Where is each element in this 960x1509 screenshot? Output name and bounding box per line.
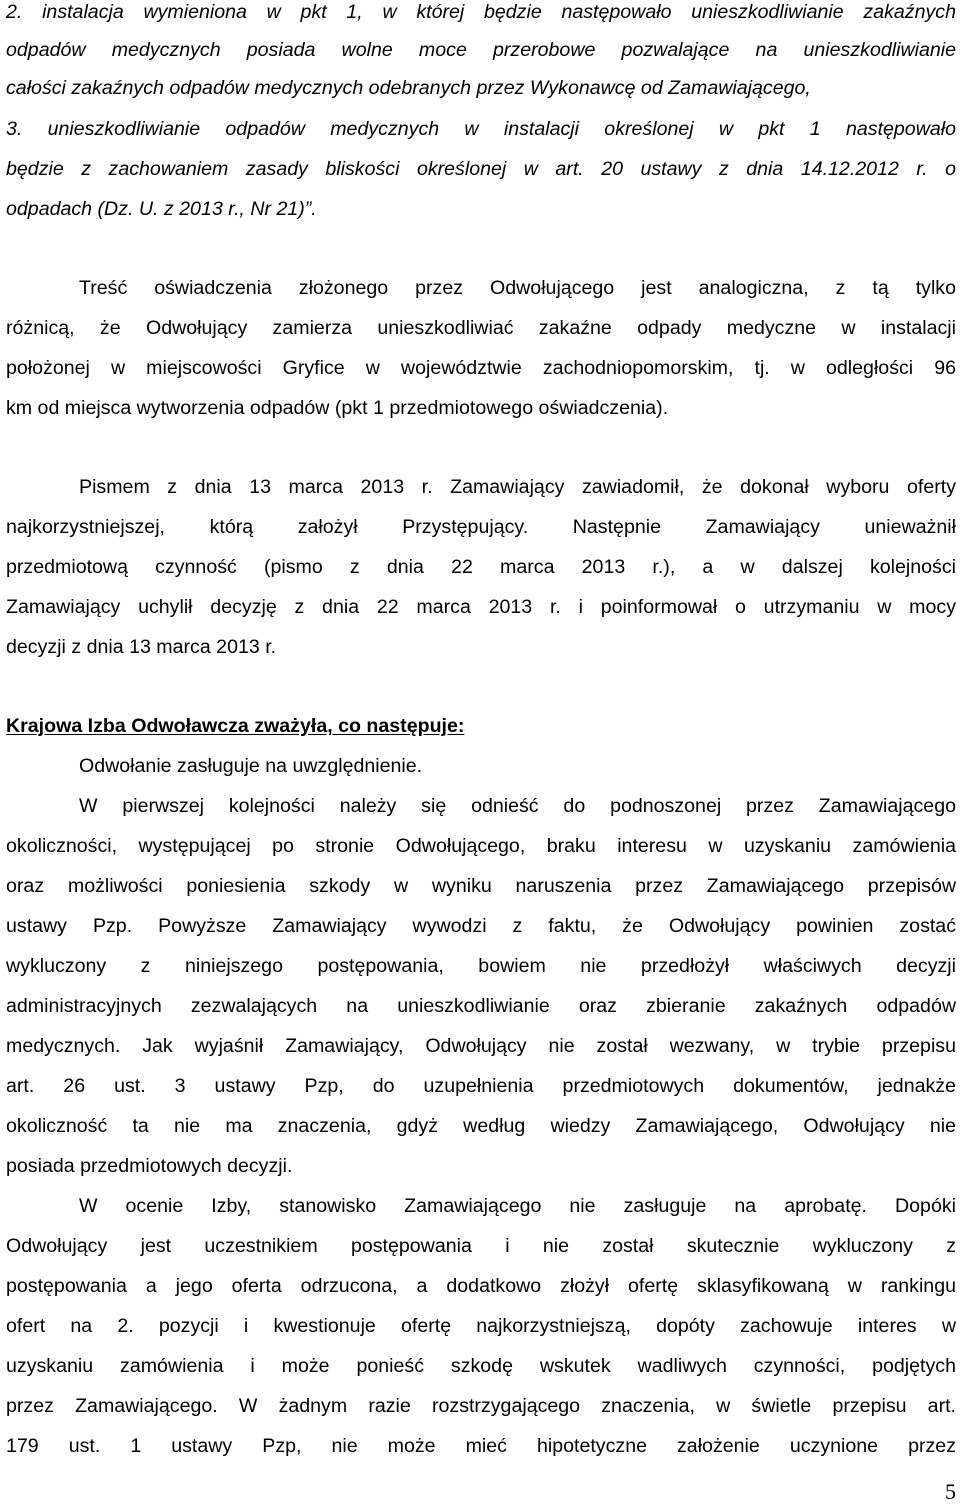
paragraph-2-line-3: przedmiotową czynność (pismo z dnia 22 marca 2013 r.), a w dalszej kolejności <box>6 556 956 578</box>
list-item-3-line-2: będzie z zachowaniem zasady bliskości określonej w art. 20 ustawy z dnia 14.12.2012 r. o <box>6 158 956 180</box>
reasoning-1-line-9: okoliczność ta nie ma znaczenia, gdyż według wiedzy Zamawiającego, Odwołujący nie <box>6 1115 956 1137</box>
reasoning-2-line-6: przez Zamawiającego. W żadnym razie rozstrzygającego znaczenia, w świetle przepisu art. <box>6 1395 956 1417</box>
conclusion-text: Odwołanie zasługuje na uwzględnienie. <box>79 755 423 777</box>
list-item-2-line-1: 2. instalacja wymieniona w pkt 1, w której będzie następowało unieszkodliwianie zakaźnych <box>6 1 956 23</box>
reasoning-2-line-7: 179 ust. 1 ustawy Pzp, nie może mieć hipotetyczne założenie uczynione przez <box>6 1435 956 1457</box>
reasoning-1-line-5: wykluczony z niniejszego postępowania, bowiem nie przedłożył właściwych decyzji <box>6 955 956 977</box>
paragraph-2-line-2: najkorzystniejszej, którą założył Przystępujący. Następnie Zamawiający unieważnił <box>6 516 956 538</box>
reasoning-1-line-8: art. 26 ust. 3 ustawy Pzp, do uzupełnienia przedmiotowych dokumentów, jednakże <box>6 1075 956 1097</box>
paragraph-1-line-2: różnicą, że Odwołujący zamierza unieszkodliwiać zakaźne odpady medyczne w instalacji <box>6 317 956 339</box>
paragraph-1-line-3: położonej w miejscowości Gryfice w województwie zachodniopomorskim, tj. w odległości 96 <box>6 357 956 379</box>
section-heading: Krajowa Izba Odwoławcza zważyła, co następuje: <box>6 715 465 737</box>
reasoning-1-line-4: ustawy Pzp. Powyższe Zamawiający wywodzi z faktu, że Odwołujący powinien zostać <box>6 915 956 937</box>
reasoning-1-line-2: okoliczności, występującej po stronie Odwołującego, braku interesu w uzyskaniu zamówienia <box>6 835 956 857</box>
reasoning-2-line-3: postępowania a jego oferta odrzucona, a dodatkowo złożył ofertę sklasyfikowaną w rankingu <box>6 1275 956 1297</box>
paragraph-2-line-4: Zamawiający uchylił decyzję z dnia 22 marca 2013 r. i poinformował o utrzymaniu w mocy <box>6 596 956 618</box>
paragraph-1-line-4: km od miejsca wytworzenia odpadów (pkt 1 przedmiotowego oświadczenia). <box>6 397 669 419</box>
reasoning-2-line-5: uzyskaniu zamówienia i może ponieść szkodę wskutek wadliwych czynności, podjętych <box>6 1355 956 1377</box>
paragraph-2-line-5: decyzji z dnia 13 marca 2013 r. <box>6 636 277 658</box>
reasoning-1-line-10: posiada przedmiotowych decyzji. <box>6 1155 293 1177</box>
list-item-2-line-2: odpadów medycznych posiada wolne moce przerobowe pozwalające na unieszkodliwianie <box>6 39 956 61</box>
reasoning-1-line-7: medycznych. Jak wyjaśnił Zamawiający, Odwołujący nie został wezwany, w trybie przepisu <box>6 1035 956 1057</box>
paragraph-1-line-1: Treść oświadczenia złożonego przez Odwołującego jest analogiczna, z tą tylko <box>79 277 956 299</box>
list-item-2-line-3: całości zakaźnych odpadów medycznych odebranych przez Wykonawcę od Zamawiającego, <box>6 77 811 99</box>
reasoning-2-line-2: Odwołujący jest uczestnikiem postępowania i nie został skutecznie wykluczony z <box>6 1235 956 1257</box>
list-item-3-line-3: odpadach (Dz. U. z 2013 r., Nr 21)”. <box>6 198 317 220</box>
reasoning-1-line-3: oraz możliwości poniesienia szkody w wyniku naruszenia przez Zamawiającego przepisów <box>6 875 956 897</box>
reasoning-2-line-4: ofert na 2. pozycji i kwestionuje ofertę najkorzystniejszą, dopóty zachowuje interes w <box>6 1315 956 1337</box>
reasoning-1-line-1: W pierwszej kolejności należy się odnieść do podnoszonej przez Zamawiającego <box>79 795 956 817</box>
reasoning-1-line-6: administracyjnych zezwalających na unieszkodliwianie oraz zbieranie zakaźnych odpadów <box>6 995 956 1017</box>
reasoning-2-line-1: W ocenie Izby, stanowisko Zamawiającego nie zasługuje na aprobatę. Dopóki <box>79 1195 956 1217</box>
page-number: 5 <box>945 1479 956 1504</box>
list-item-3-line-1: 3. unieszkodliwianie odpadów medycznych w instalacji określonej w pkt 1 następowało <box>6 118 956 140</box>
paragraph-2-line-1: Pismem z dnia 13 marca 2013 r. Zamawiający zawiadomił, że dokonał wyboru oferty <box>79 476 956 498</box>
